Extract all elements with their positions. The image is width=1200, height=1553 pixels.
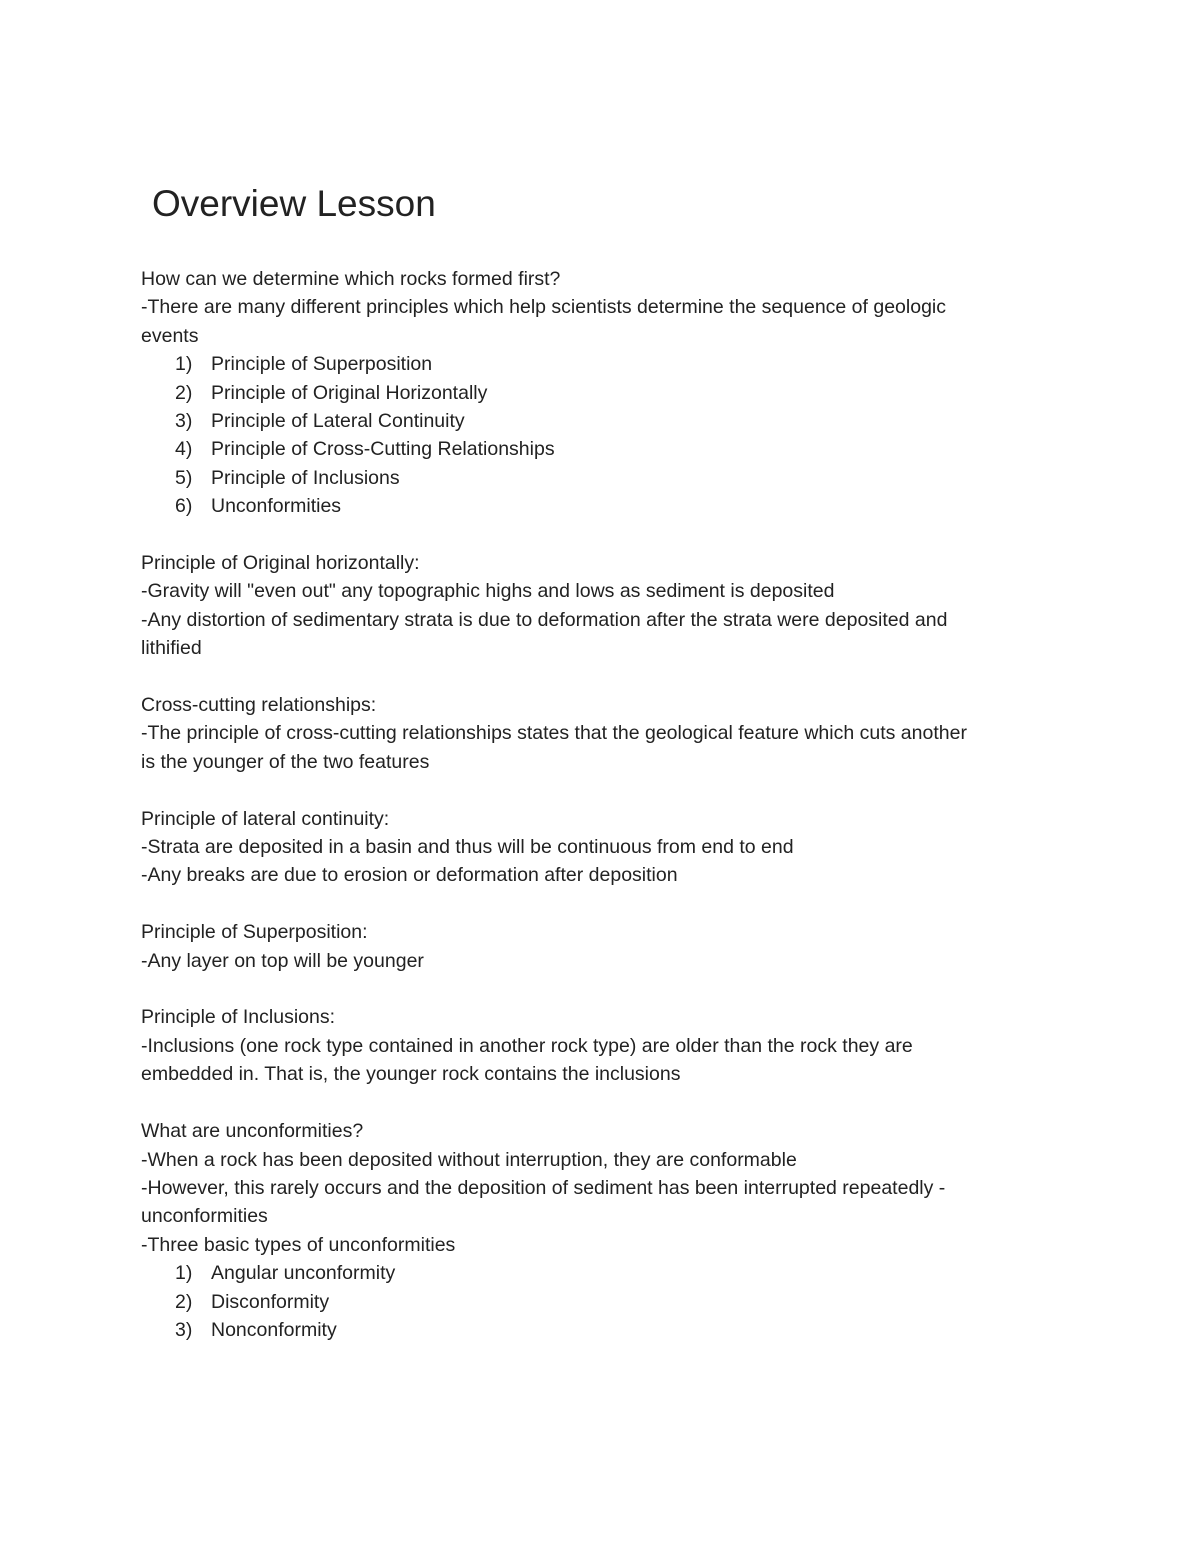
list-number: 1) — [175, 353, 193, 376]
document-body — [141, 265, 1071, 1344]
list-item-text: Principle of Cross-Cutting Relationships — [211, 438, 555, 461]
list-number: 3) — [175, 1318, 193, 1341]
cross-cutting-point1-line2: is the younger of the two features — [141, 750, 430, 773]
list-item — [141, 350, 1071, 378]
section-heading-inclusions: Principle of Inclusions: — [141, 1006, 336, 1029]
paragraph-gap — [141, 975, 1071, 1003]
unconformities-point2-line1: -However, this rarely occurs and the deposition of sediment has been interrupted repeatedly - — [141, 1176, 946, 1199]
list-number: 6) — [175, 495, 193, 518]
list-item-text: Principle of Lateral Continuity — [211, 410, 465, 433]
list-number: 3) — [175, 410, 193, 433]
unconformities-point1: -When a rock has been deposited without interruption, they are conformable — [141, 1148, 797, 1171]
intro-statement-line1: -There are many different principles which help scientists determine the sequence of geologic — [141, 296, 946, 319]
list-item-text: Principle of Inclusions — [211, 466, 400, 489]
page-title: Overview Lesson — [152, 183, 436, 224]
inclusions-point1-line2: embedded in. That is, the younger rock contains the inclusions — [141, 1063, 681, 1086]
section-heading-original-horizontally: Principle of Original horizontally: — [141, 552, 420, 575]
unconformities-point2-line2: unconformities — [141, 1205, 268, 1228]
superposition-point1: -Any layer on top will be younger — [141, 949, 424, 972]
unconformity-types-list — [141, 1259, 1071, 1344]
inclusions-point1-line1: -Inclusions (one rock type contained in another rock type) are older than the rock they are — [141, 1034, 913, 1057]
lateral-continuity-point1: -Strata are deposited in a basin and thus will be continuous from end to end — [141, 836, 794, 859]
section-heading-superposition: Principle of Superposition: — [141, 921, 368, 944]
list-item-text: Nonconformity — [211, 1318, 337, 1341]
list-item-text: Disconformity — [211, 1290, 330, 1313]
principles-list — [141, 350, 1071, 520]
original-horizontally-point2-line1: -Any distortion of sedimentary strata is due to deformation after the strata were deposited and — [141, 608, 948, 631]
original-horizontally-point2-line2: lithified — [141, 637, 202, 660]
list-number: 5) — [175, 466, 193, 489]
lateral-continuity-point2: -Any breaks are due to erosion or deformation after deposition — [141, 864, 678, 887]
intro-question: How can we determine which rocks formed first? — [141, 268, 561, 290]
list-item — [141, 492, 1071, 520]
original-horizontally-point1: -Gravity will "even out" any topographic highs and lows as sediment is deposited — [141, 580, 835, 603]
paragraph-gap — [141, 776, 1071, 804]
list-number: 2) — [175, 381, 193, 404]
list-number: 2) — [175, 1290, 193, 1313]
list-item-text: Principle of Original Horizontally — [211, 381, 488, 404]
list-item-text: Unconformities — [211, 495, 342, 518]
list-item-text: Angular unconformity — [211, 1262, 396, 1285]
list-item — [141, 435, 1071, 463]
intro-statement-line2: events — [141, 324, 199, 347]
list-item — [141, 407, 1071, 435]
paragraph-gap — [141, 521, 1071, 549]
unconformities-point3: -Three basic types of unconformities — [141, 1233, 456, 1256]
list-number: 1) — [175, 1262, 193, 1285]
section-heading-lateral-continuity: Principle of lateral continuity: — [141, 807, 390, 830]
section-heading-unconformities: What are unconformities? — [141, 1120, 364, 1143]
cross-cutting-point1-line1: -The principle of cross-cutting relationships states that the geological feature which cuts another — [141, 722, 967, 745]
list-item — [141, 1316, 1071, 1344]
paragraph-gap — [141, 890, 1071, 918]
list-item — [141, 1259, 1071, 1287]
list-item — [141, 379, 1071, 407]
paragraph-gap — [141, 1089, 1071, 1117]
section-heading-cross-cutting: Cross-cutting relationships: — [141, 694, 377, 717]
paragraph-gap — [141, 663, 1071, 691]
list-item-text: Principle of Superposition — [211, 353, 433, 376]
list-item — [141, 1288, 1071, 1316]
list-item — [141, 464, 1071, 492]
list-number: 4) — [175, 438, 193, 461]
